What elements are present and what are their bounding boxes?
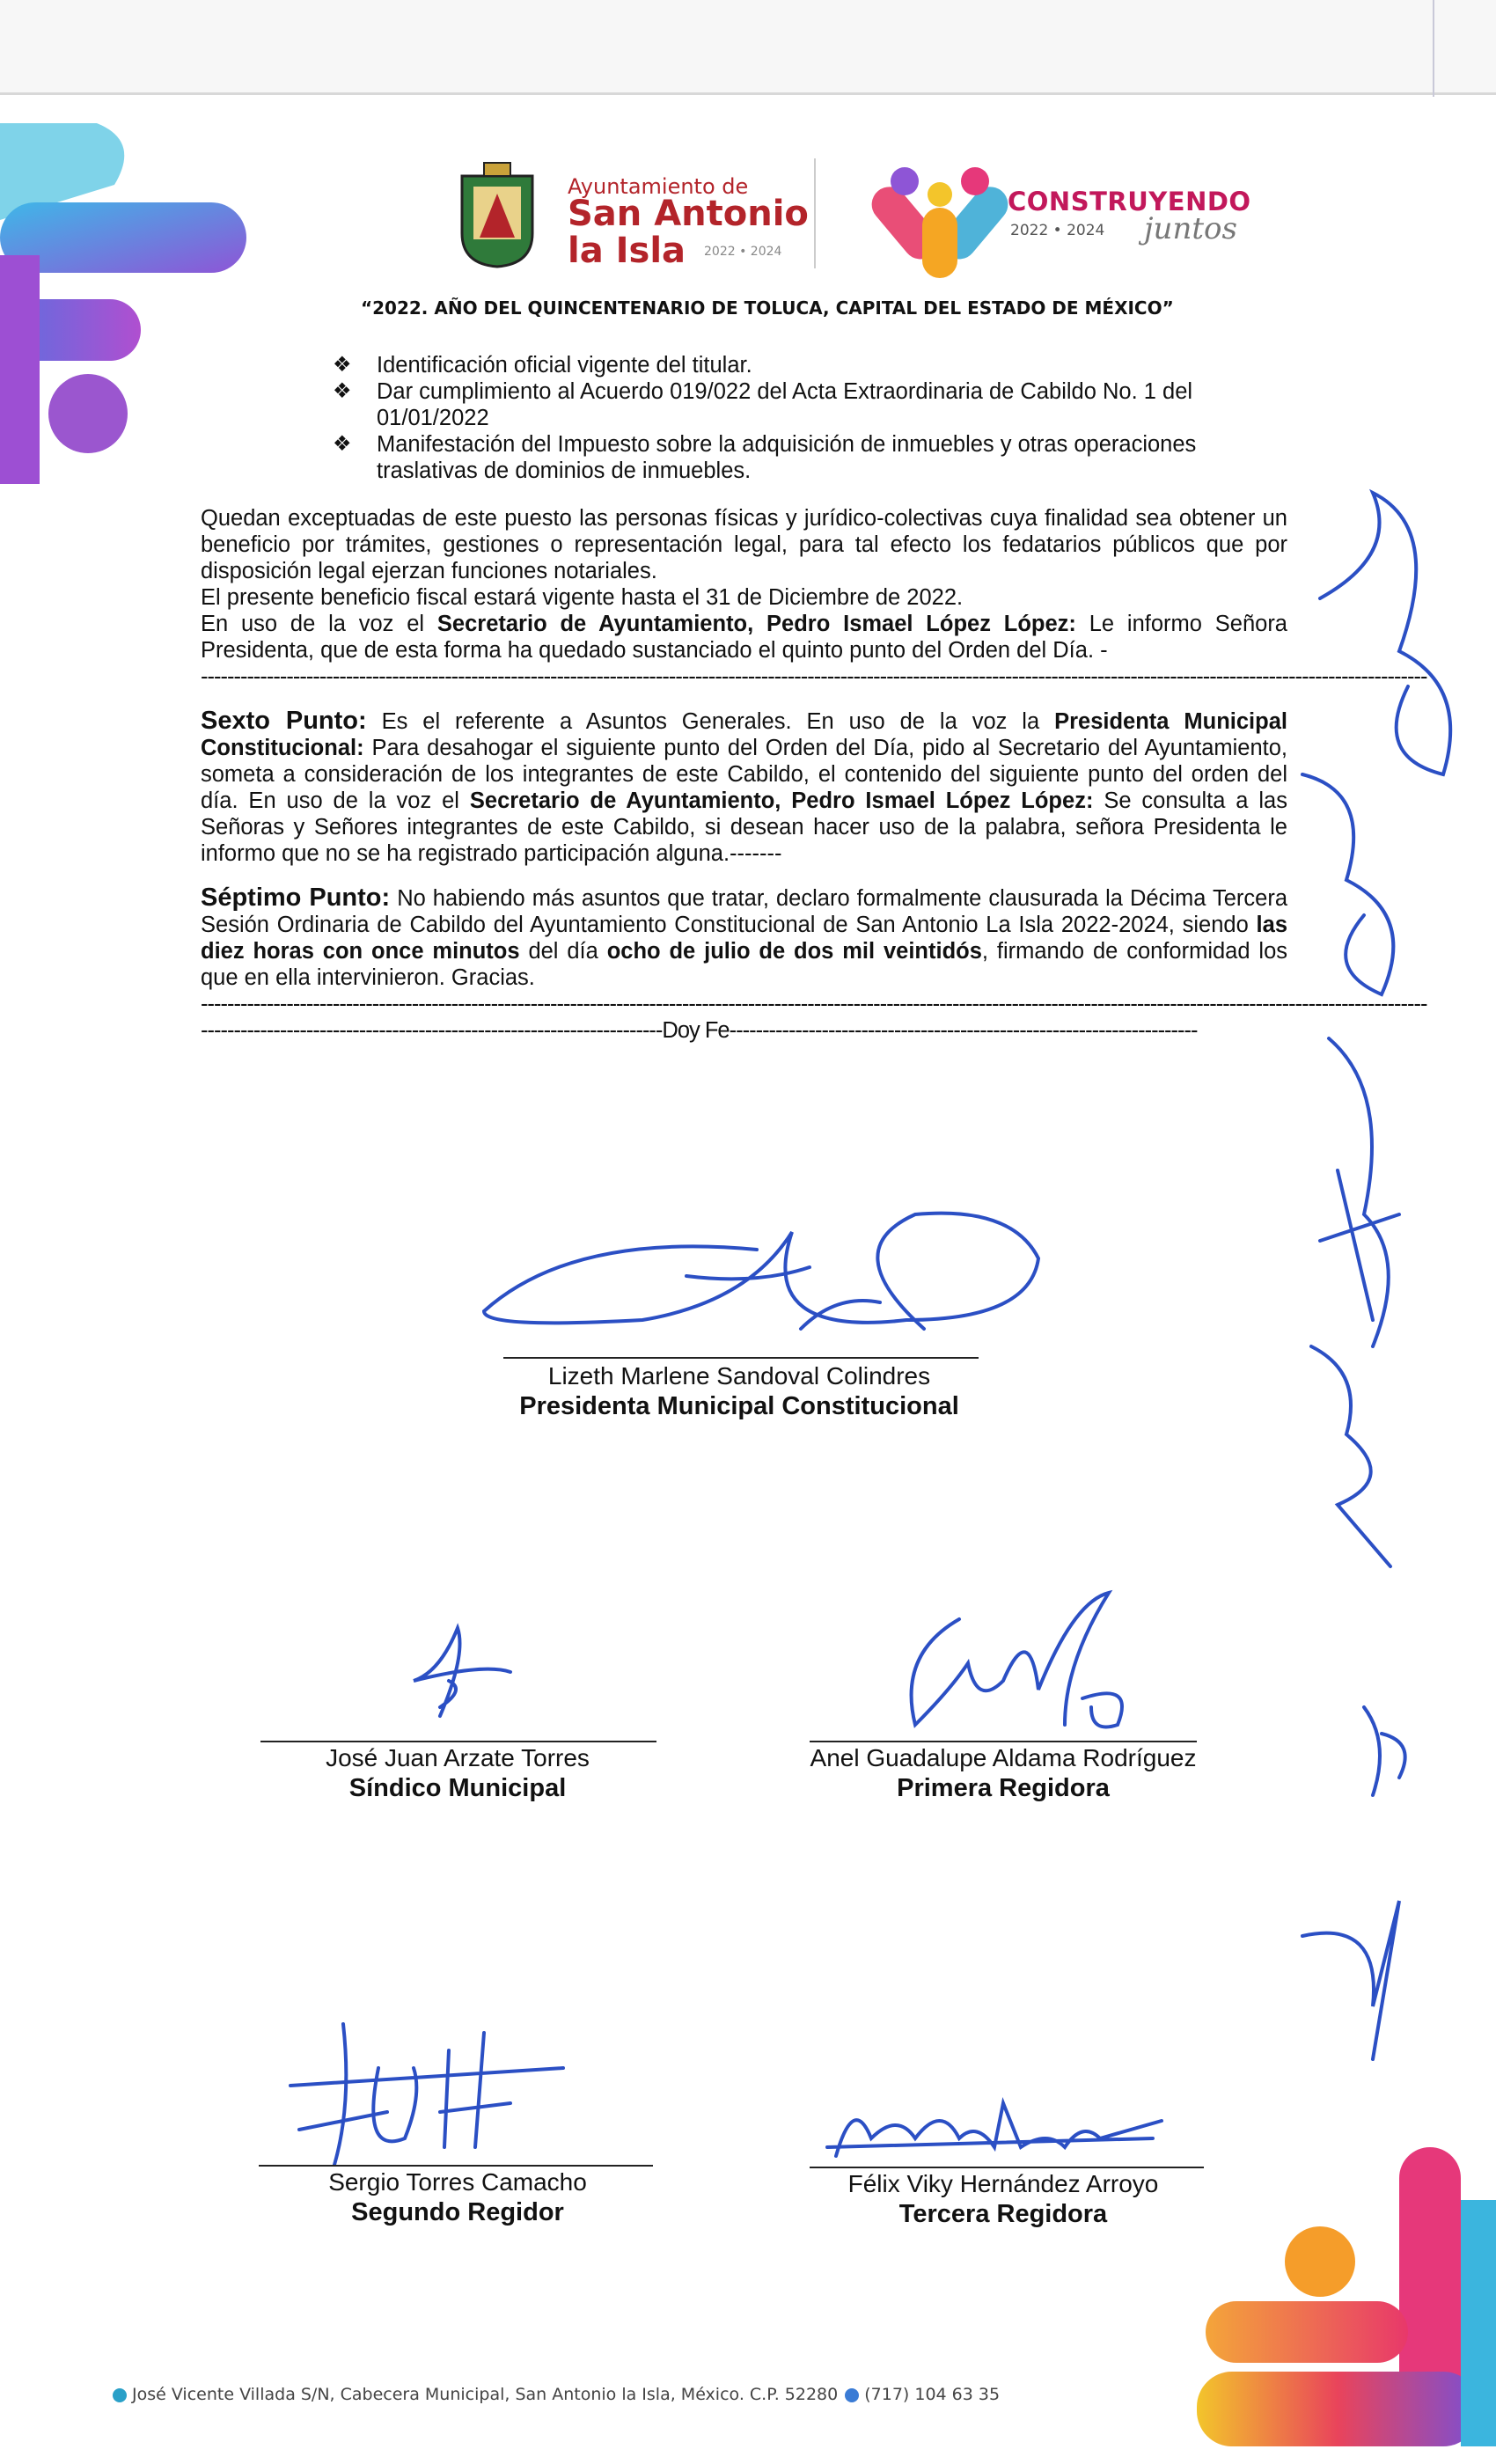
signature-primera-regidora — [889, 1584, 1153, 1742]
year-slogan: “2022. AÑO DEL QUINCENTENARIO DE TOLUCA, CAPITAL DEL ESTADO DE MÉXICO” — [361, 297, 1174, 319]
signature-line-primera-regidora — [810, 1741, 1197, 1742]
signer-name-tercera-regidora: Félix Viky Hernández Arroyo — [847, 2170, 1159, 2197]
paragraph-sexto-punto: Sexto Punto: Es el referente a Asuntos Generales. En uso de la voz la Presidenta Municipal Constitucional: Para desahogar el siguiente punto del Orden del Día, pido al Secretario del Ayuntamiento, someta a consideración de los integrantes de este Cabildo, el contenido del siguiente punto del orden del día. En uso de la voz el Secretario de Ayuntamiento, Pedro Ismael López López: Se consulta a las Señoras y Señores integrantes de este Cabildo, si desean hacer uso de la palabra, señora Presidenta le informo que no se ha registrado participación alguna.------- — [201, 707, 1287, 866]
signature-tercera-regidora — [818, 2086, 1170, 2174]
construyendo-juntos-logo — [878, 164, 1001, 282]
signature-sindico — [387, 1619, 528, 1725]
signer-role-sindico: Síndico Municipal — [348, 1774, 567, 1802]
diamond-bullet-icon: ❖ — [333, 353, 352, 377]
dash-separator: ------------------------------------------------------------------------------------------------------------------------------------------------------------------------------------------ — [201, 992, 1427, 1016]
signer-role-tercera-regidora: Tercera Regidora — [898, 2200, 1108, 2228]
doy-fe-line: ----------------------------------------------------------------------Doy Fe----------------------------------------------------------------------- — [201, 1018, 1198, 1043]
document-body — [201, 352, 1427, 1044]
municipality-name-line2: la Isla — [568, 231, 686, 271]
administration-years: 2022 • 2024 — [704, 245, 782, 259]
campaign-years: 2022 • 2024 — [1010, 222, 1105, 239]
requirements-list — [201, 352, 1287, 484]
campaign-title: CONSTRUYENDO — [1008, 187, 1251, 216]
signer-name-segundo-regidor: Sergio Torres Camacho — [328, 2168, 587, 2196]
diamond-bullet-icon: ❖ — [333, 379, 352, 403]
signature-line-segundo-regidor — [259, 2165, 653, 2167]
location-icon — [113, 2388, 127, 2402]
paragraph-secretary-report: En uso de la voz el Secretario de Ayuntamiento, Pedro Ismael López López: Le informo Señora Presidenta, que de esta forma ha quedado sustanciado el quinto punto del Orden del Día. - — [201, 612, 1287, 663]
paragraph-septimo-punto: Séptimo Punto: No habiendo más asuntos que tratar, declaro formalmente clausurada la Décima Tercera Sesión Ordinaria de Cabildo del Ayuntamiento Constitucional de San Antonio La Isla 2022-2024, siendo las diez horas con once minutos del día ocho de julio de dos mil veintidós, firmando de conformidad los que en ella intervinieron. Gracias. — [201, 884, 1287, 990]
footer-contact — [113, 2385, 1000, 2404]
signer-name-presidenta: Lizeth Marlene Sandoval Colindres — [547, 1362, 931, 1390]
campaign-juntos: juntos — [1144, 211, 1237, 246]
signature-line-presidenta — [503, 1357, 979, 1359]
municipal-seal-logo — [458, 158, 537, 268]
list-item: ❖ Identificación oficial vigente del titular. — [333, 353, 752, 378]
margin-signatures — [1267, 422, 1496, 2094]
list-item: ❖ Dar cumplimiento al Acuerdo 019/022 del Acta Extraordinaria de Cabildo No. 1 del 01/01/2022 — [333, 379, 1193, 430]
vertical-divider — [814, 158, 835, 268]
signature-presidenta — [466, 1197, 1065, 1346]
diamond-bullet-icon: ❖ — [333, 432, 352, 456]
scan-top-band — [0, 0, 1496, 95]
signer-role-primera-regidora: Primera Regidora — [897, 1774, 1110, 1802]
signature-segundo-regidor — [282, 2015, 581, 2174]
signer-role-presidenta: Presidenta Municipal Constitucional — [519, 1392, 959, 1420]
paragraph-exceptions: Quedan exceptuadas de este puesto las personas físicas y jurídico-colectivas cuya finalidad sea obtener un beneficio por trámites, gestiones o representación legal, para tal efecto los fedatarios públicos que por disposición legal ejerzan funciones notariales. — [201, 506, 1287, 583]
signer-role-segundo-regidor: Segundo Regidor — [351, 2198, 564, 2226]
signature-line-tercera-regidora — [810, 2167, 1204, 2168]
signature-line-sindico — [260, 1741, 656, 1742]
paragraph-validity: El presente beneficio fiscal estará vigente hasta el 31 de Diciembre de 2022. — [201, 585, 964, 610]
footer-address: José Vicente Villada S/N, Cabecera Municipal, San Antonio la Isla, México. C.P. 52280 — [132, 2385, 839, 2404]
phone-icon — [845, 2388, 859, 2402]
dash-separator: ------------------------------------------------------------------------------------------------------------------------------------------------------------------------------------------ — [201, 664, 1427, 689]
footer-phone: (717) 104 63 35 — [864, 2385, 1001, 2404]
signer-name-sindico: José Juan Arzate Torres — [326, 1744, 590, 1771]
signer-name-primera-regidora: Anel Guadalupe Aldama Rodríguez — [810, 1744, 1197, 1771]
list-item: ❖ Manifestación del Impuesto sobre la adquisición de inmuebles y otras operaciones traslativas de dominios de inmuebles. — [333, 432, 1197, 483]
municipality-name-line1: San Antonio — [568, 194, 809, 234]
ayuntamiento-label: Ayuntamiento de — [568, 174, 749, 199]
